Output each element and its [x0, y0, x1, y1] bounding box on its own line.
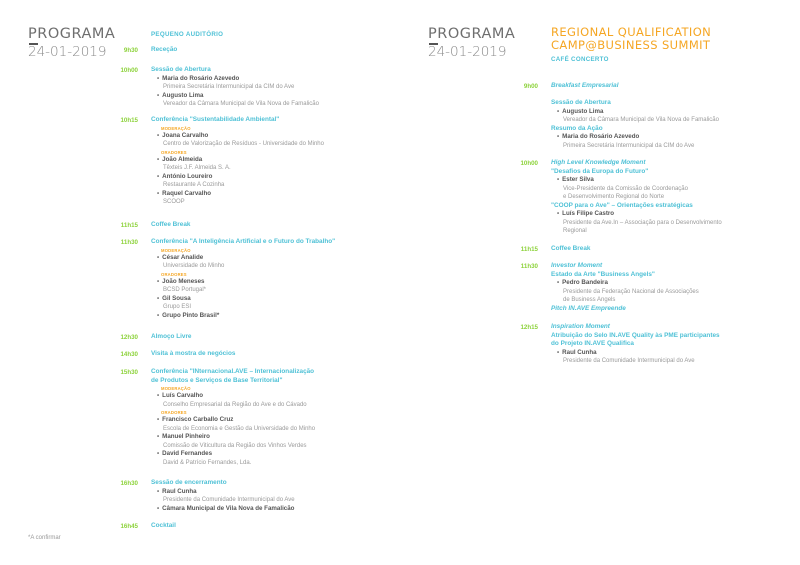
speaker-name: • Luís Filipe Castro: [551, 210, 722, 219]
speaker-name: • Manuel Pinheiro: [151, 433, 315, 442]
speaker-name: • Raul Cunha: [551, 349, 720, 358]
speaker-name: • João Almeida: [151, 156, 324, 165]
speaker-affiliation: Comissão de Viticultura da Região dos Vinhos Verdes: [163, 442, 307, 449]
time-label: 15h30: [120, 369, 138, 376]
speaker-affiliation: Presidente da Comunidade Intermunicipal do Ave: [163, 497, 295, 504]
session-title: Sessão de Abertura: [151, 66, 211, 73]
session-title: Visita à mostra de negócios: [151, 350, 236, 357]
session-title: "Desafios da Europa do Futuro": [551, 167, 649, 175]
speaker-name: • Câmara Municipal de Vila Nova de Famalicão: [151, 505, 295, 514]
venue-label: PEQUENO AUDITÓRIO: [151, 31, 224, 38]
speaker-affiliation: Escola de Economia e Gestão da Universidade do Minho: [163, 425, 316, 432]
role-label: MODERAÇÃO: [161, 247, 191, 253]
time-label: 16h45: [120, 523, 138, 530]
session-title: "COOP para o Ave" – Orientações estratégicas: [551, 201, 693, 209]
speaker-affiliation: SCOOP: [163, 199, 185, 206]
summit-title-line2: CAMP@BUSINESS SUMMIT: [551, 37, 711, 52]
role-label: ORADORES: [161, 410, 187, 416]
session-title: Sessão de encerramento: [151, 479, 227, 486]
time-label: 11h15: [520, 246, 538, 253]
speaker-affiliation: Presidente da Comunidade Intermunicipal do Ave: [563, 358, 695, 365]
session-title: Sessão de Abertura: [551, 99, 611, 106]
session-body: [151, 116, 324, 207]
session-body: [551, 245, 590, 254]
speaker-name: • António Loureiro: [151, 173, 324, 182]
session-title: Almoço Livre: [151, 333, 192, 340]
session-title: Pitch IN.AVE Empreende: [551, 304, 626, 312]
speaker-affiliation: Restaurante A Cozinha: [163, 182, 225, 189]
speaker-affiliation: Têxteis J.F. Almeida S. A.: [163, 165, 231, 172]
speaker-affiliation: Vereador da Câmara Municipal de Vila Nova de Famalicão: [163, 101, 319, 108]
speaker-name: • Francisco Carballo Cruz: [151, 416, 315, 425]
time-label: 10h00: [520, 160, 538, 167]
time-label: 11h30: [520, 263, 538, 270]
program-title: PROGRAMA: [28, 26, 116, 42]
session-body: [151, 333, 192, 342]
speaker-name: • Ester Silva: [551, 176, 722, 185]
session-body: [151, 238, 335, 320]
session-title: Cocktail: [151, 522, 176, 529]
time-label: 10h00: [120, 67, 138, 74]
time-label: 14h30: [120, 351, 138, 358]
speaker-name: • Gil Sousa: [151, 295, 335, 304]
speaker-affiliation: Primeira Secretária Intermunicipal da CIM do Ave: [163, 84, 295, 91]
session-body: [151, 221, 190, 230]
speaker-name: • Augusto Lima: [151, 92, 319, 101]
speaker-affiliation: Vereador da Câmara Municipal de Vila Nova de Famalicão: [563, 117, 719, 124]
venue-label: CAFÉ CONCERTO: [551, 56, 609, 63]
session-body: [551, 159, 722, 236]
session-title: Inspiration Moment: [551, 323, 610, 330]
session-body: [151, 350, 235, 359]
footnote: *A confirmar: [28, 535, 61, 541]
session-title: Conferência "A Inteligência Artificial e o Futuro do Trabalho": [151, 238, 336, 245]
session-body: [551, 82, 619, 91]
session-title: Conferência "INternacional.AVE – Internacionalização: [151, 368, 315, 375]
speaker-affiliation: Presidente da Federação Nacional de Associações: [563, 288, 699, 295]
program-title: PROGRAMA: [428, 26, 516, 42]
role-label: ORADORES: [161, 149, 187, 155]
speaker-name: • Joana Carvalho: [151, 132, 324, 141]
speaker-name: • Raul Cunha: [151, 488, 295, 497]
time-label: 11h15: [120, 222, 138, 229]
program-date: 24-01-2019: [28, 44, 107, 60]
speaker-affiliation: Centro de Valorização de Resíduos - Universidade do Minho: [163, 141, 324, 148]
program-page-right: [400, 0, 800, 565]
session-body: [151, 368, 315, 467]
time-label: 9h30: [123, 47, 138, 54]
session-body: [551, 323, 720, 366]
session-title: Conferência "Sustentabilidade Ambiental": [151, 116, 280, 123]
speaker-affiliation: Grupo ESI: [163, 304, 192, 311]
session-title: Receção: [151, 46, 178, 53]
session-title: Investor Moment: [551, 262, 603, 269]
speaker-affiliation: Primeira Secretária Intermunicipal da CIM do Ave: [563, 142, 695, 149]
summit-title-line1: REGIONAL QUALIFICATION: [551, 25, 712, 39]
speaker-name: • Luís Carvalho: [151, 392, 315, 401]
speaker-affiliation: de Business Angels: [563, 297, 616, 304]
role-label: MODERAÇÃO: [161, 386, 191, 392]
speaker-name: • Augusto Lima: [551, 108, 719, 117]
session-title: Atribuição do Selo IN.AVE Quality às PME participantes: [551, 331, 720, 339]
session-body: [151, 46, 177, 55]
session-body: [151, 479, 295, 513]
session-title: Breakfast Empresarial: [551, 82, 619, 89]
role-label: MODERAÇÃO: [161, 125, 191, 131]
session-title: Resumo da Ação: [551, 124, 603, 132]
role-label: ORADORES: [161, 271, 187, 277]
session-body: [151, 66, 319, 109]
speaker-name: • João Meneses: [151, 278, 335, 287]
time-label: 12h15: [520, 324, 538, 331]
time-label: 10h15: [120, 117, 138, 124]
session-title: Coffee Break: [551, 245, 591, 252]
speaker-affiliation: Regional: [563, 228, 587, 235]
speaker-affiliation: Vice-Presidente da Comissão de Coordenação: [563, 185, 688, 192]
session-body: [551, 262, 699, 313]
speaker-name: • David Fernandes: [151, 450, 315, 459]
session-title: High Level Knowledge Moment: [551, 159, 646, 166]
session-title: Coffee Break: [151, 221, 191, 228]
speaker-affiliation: David & Patrício Fernandes, Lda.: [163, 459, 252, 466]
speaker-affiliation: e Desenvolvimento Regional do Norte: [563, 194, 665, 201]
speaker-name: • Raquel Carvalho: [151, 190, 324, 199]
speaker-affiliation: Conselho Empresarial da Região do Ave e do Cávado: [163, 401, 307, 408]
program-date: 24-01-2019: [428, 44, 507, 60]
session-body: [151, 522, 176, 531]
session-title: do Projeto IN.AVE Qualifica: [551, 340, 634, 348]
time-label: 12h30: [120, 334, 138, 341]
speaker-affiliation: BCSD Portugal*: [163, 287, 207, 294]
speaker-affiliation: Presidente da Ave.In – Associação para o Desenvolvimento: [563, 219, 722, 226]
time-label: 9h00: [523, 83, 538, 90]
speaker-name: • Grupo Pinto Brasil*: [151, 312, 335, 321]
speaker-name: • César Analide: [151, 254, 335, 263]
summit-title: [551, 26, 711, 51]
speaker-name: • Maria do Rosário Azevedo: [151, 75, 319, 84]
speaker-name: • Pedro Bandeira: [551, 279, 699, 288]
speaker-affiliation: Universidade do Minho: [163, 263, 225, 270]
session-body: [551, 99, 719, 150]
session-title: de Produtos e Serviços de Base Territorial": [151, 376, 283, 384]
speaker-name: • Maria do Rosário Azevedo: [551, 133, 719, 142]
session-title: Estado da Arte "Business Angels": [551, 270, 655, 278]
time-label: 16h30: [120, 480, 138, 487]
time-label: 11h30: [120, 239, 138, 246]
